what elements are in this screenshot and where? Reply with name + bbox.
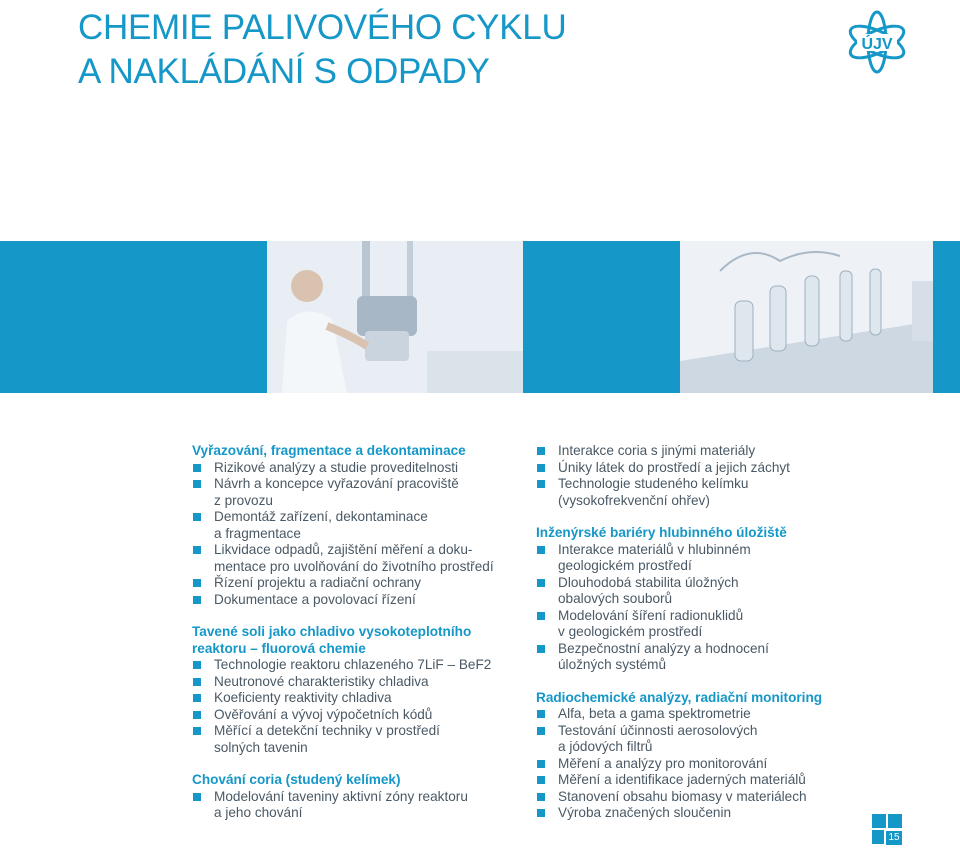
section-heading-molten-salts-line2: reaktoru – fluorová chemie	[192, 640, 366, 656]
list-item: Koeficienty reaktivity chladiva	[192, 690, 517, 707]
section-heading-radiochemical-analysis: Radiochemické analýzy, radiační monitoring	[536, 689, 823, 705]
list-item: Modelování taveniny aktivní zóny reaktoru	[192, 789, 517, 806]
glassware-photo	[680, 241, 933, 393]
logo-text: ÚJV	[861, 36, 893, 53]
section-heading-molten-salts: Tavené soli jako chladivo vysokoteplotního	[192, 624, 472, 639]
list-item-continuation: úložných systémů	[558, 657, 667, 672]
list-item-continuation: a jódových filtrů	[558, 739, 653, 754]
atom-logo-icon	[845, 6, 909, 76]
list-item-continuation: obalových souborů	[558, 591, 673, 606]
section-heading-engineered-barriers: Inženýrské bariéry hlubinného úložiště	[536, 525, 787, 540]
list-item: Měřící a detekční techniky v prostředí	[192, 723, 517, 740]
list-item: Ověřování a vývoj výpočetních kódů	[192, 707, 517, 724]
list-item-continuation: solných tavenin	[214, 739, 308, 755]
list-item: Modelování šíření radionuklidů	[536, 608, 836, 625]
list-item: Úniky látek do prostředí a jejich záchyt	[536, 460, 836, 477]
list-item: Stanovení obsahu biomasy v materiálech	[536, 789, 836, 806]
list-item: Dlouhodobá stabilita úložných	[536, 575, 836, 592]
list-item-continuation: (vysokofrekvenční ohřev)	[558, 492, 710, 508]
list-item: Interakce materiálů v hlubinném	[536, 542, 836, 559]
list-item: Interakce coria s jinými materiály	[536, 443, 836, 460]
right-column	[536, 443, 836, 822]
list-item: Rizikové analýzy a studie proveditelnosti	[192, 460, 517, 477]
list-item-continuation: mentace pro uvolňování do životního prostředí	[214, 558, 494, 574]
title-line-1: CHEMIE PALIVOVÉHO CYKLU	[78, 8, 567, 47]
list-item: Likvidace odpadů, zajištění měření a doku-	[192, 542, 517, 559]
title-line-2: A NAKLÁDÁNÍ S ODPADY	[78, 52, 490, 91]
list-item: Demontáž zařízení, dekontaminace	[192, 509, 517, 526]
list-item: Výroba značených sloučenin	[536, 805, 836, 822]
list-item: Bezpečnostní analýzy a hodnocení	[536, 641, 836, 658]
page-number: 15	[886, 831, 902, 845]
list-item: Alfa, beta a gama spektrometrie	[536, 706, 836, 723]
list-item: Měření a analýzy pro monitorování	[536, 756, 836, 773]
list-item: Technologie reaktoru chlazeného 7LiF – BeF2	[192, 657, 517, 674]
scientist-photo	[267, 241, 523, 393]
list-item: Testování účinnosti aerosolových	[536, 723, 836, 740]
list-item: Návrh a koncepce vyřazování pracoviště	[192, 476, 517, 493]
page-title	[78, 6, 566, 94]
list-item-continuation: geologickém prostředí	[558, 558, 692, 573]
list-item-continuation: z provozu	[214, 492, 273, 508]
list-item-continuation: v geologickém prostředí	[558, 624, 703, 639]
list-item: Neutronové charakteristiky chladiva	[192, 674, 517, 691]
list-item: Dokumentace a povolovací řízení	[192, 592, 517, 609]
list-item-continuation: a jeho chování	[214, 805, 303, 820]
list-item: Technologie studeného kelímku	[536, 476, 836, 493]
section-heading-corium: Chování coria (studený kelímek)	[192, 772, 401, 787]
list-item: Měření a identifikace jaderných materiálů	[536, 772, 836, 789]
left-column	[192, 443, 517, 822]
list-item: Řízení projektu a radiační ochrany	[192, 575, 517, 592]
list-item-continuation: a fragmentace	[214, 525, 301, 541]
section-heading-decommissioning: Vyřazování, fragmentace a dekontaminace	[192, 443, 466, 458]
ujv-logo	[845, 6, 909, 76]
